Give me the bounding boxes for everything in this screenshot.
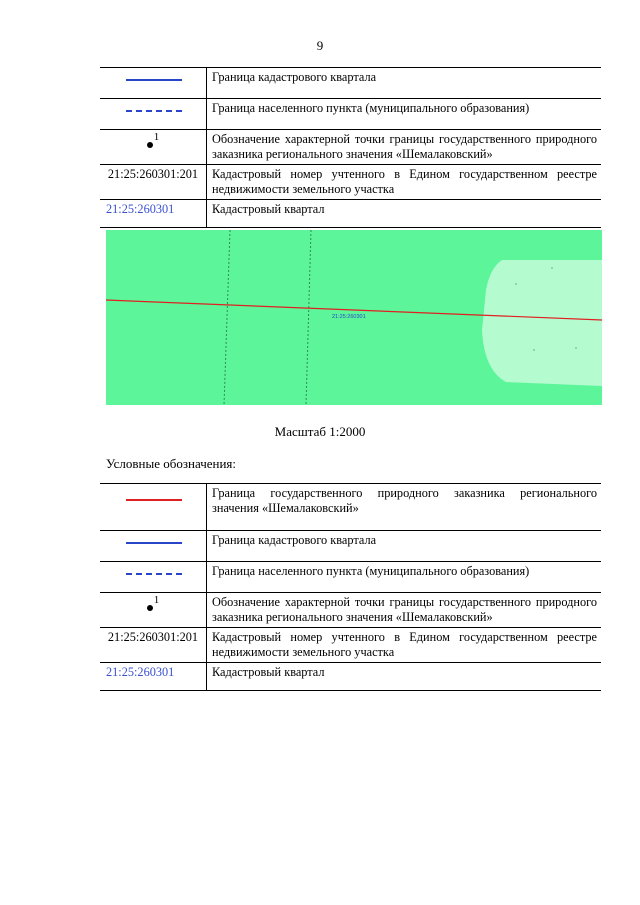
legend-symbol-cell [100,663,207,691]
legend-description: Обозначение характерной точки границы государственного природного заказника регионального значения «Шемалаковский» [207,593,602,628]
parcel-number-sample: 21:25:260301:201 [107,630,199,644]
legend-description: Кадастровый номер учтенного в Едином государственном реестре недвижимости земельного участка [207,628,602,663]
settlement-area [482,260,602,386]
legend-symbol-cell [100,484,207,531]
legend-description: Граница государственного природного заказника регионального значения «Шемалаковский» [207,484,602,531]
scale-caption: Масштаб 1:2000 [274,424,366,439]
legend-row [100,68,601,99]
legend-symbol-cell [100,99,207,130]
legend-description: Обозначение характерной точки границы государственного природного заказника регионального значения «Шемалаковский» [207,130,602,165]
quarter-number-sample: 21:25:260301 [106,202,175,216]
legend-row [100,484,601,531]
legend-symbol-cell [100,200,207,228]
legend-table-top [100,67,601,228]
legend-row [100,200,601,228]
parcel-number-sample: 21:25:260301:201 [107,167,199,181]
legend-symbol-cell [100,165,207,200]
legend-symbol-cell [100,130,207,165]
quarter-boundary-symbol [126,79,182,81]
map-canvas [106,230,602,405]
reserve-boundary-symbol [126,499,182,501]
legend-description: Граница населенного пункта (муниципального образования) [207,562,602,593]
characteristic-point-symbol: 1 [100,130,206,148]
quarter-boundary-symbol [126,542,182,544]
legend-row [100,99,601,130]
legend-row [100,663,601,691]
legend-symbol-cell [100,562,207,593]
legend-description: Граница кадастрового квартала [207,68,602,99]
legend-description: Граница кадастрового квартала [207,531,602,562]
legend-row [100,593,601,628]
map-point [551,267,552,268]
legend-symbol-cell [100,531,207,562]
page-number: 9 [316,38,324,53]
legend-row [100,562,601,593]
legend-table-bottom [100,483,601,691]
quarter-number-label: 21:25:260301 [332,314,366,320]
legend-description: Кадастровый квартал [207,200,602,228]
point-dot-icon [147,142,153,148]
legend-symbol-cell [100,68,207,99]
legend-row [100,531,601,562]
legend-description: Кадастровый номер учтенного в Едином государственном реестре недвижимости земельного участка [207,165,602,200]
map-point [533,349,534,350]
map-point [575,347,576,348]
legend-description: Кадастровый квартал [207,663,602,691]
settlement-boundary-symbol [126,110,182,112]
legend-symbol-cell [100,593,207,628]
legend-heading: Условные обозначения: [106,456,237,471]
map-point [515,283,516,284]
cadastral-map [106,230,602,405]
legend-row [100,165,601,200]
legend-symbol-cell [100,628,207,663]
legend-row [100,130,601,165]
quarter-number-sample: 21:25:260301 [106,665,175,679]
settlement-boundary-symbol [126,573,182,575]
characteristic-point-symbol: 1 [100,593,206,611]
point-dot-icon [147,605,153,611]
legend-row [100,628,601,663]
legend-description: Граница населенного пункта (муниципального образования) [207,99,602,130]
